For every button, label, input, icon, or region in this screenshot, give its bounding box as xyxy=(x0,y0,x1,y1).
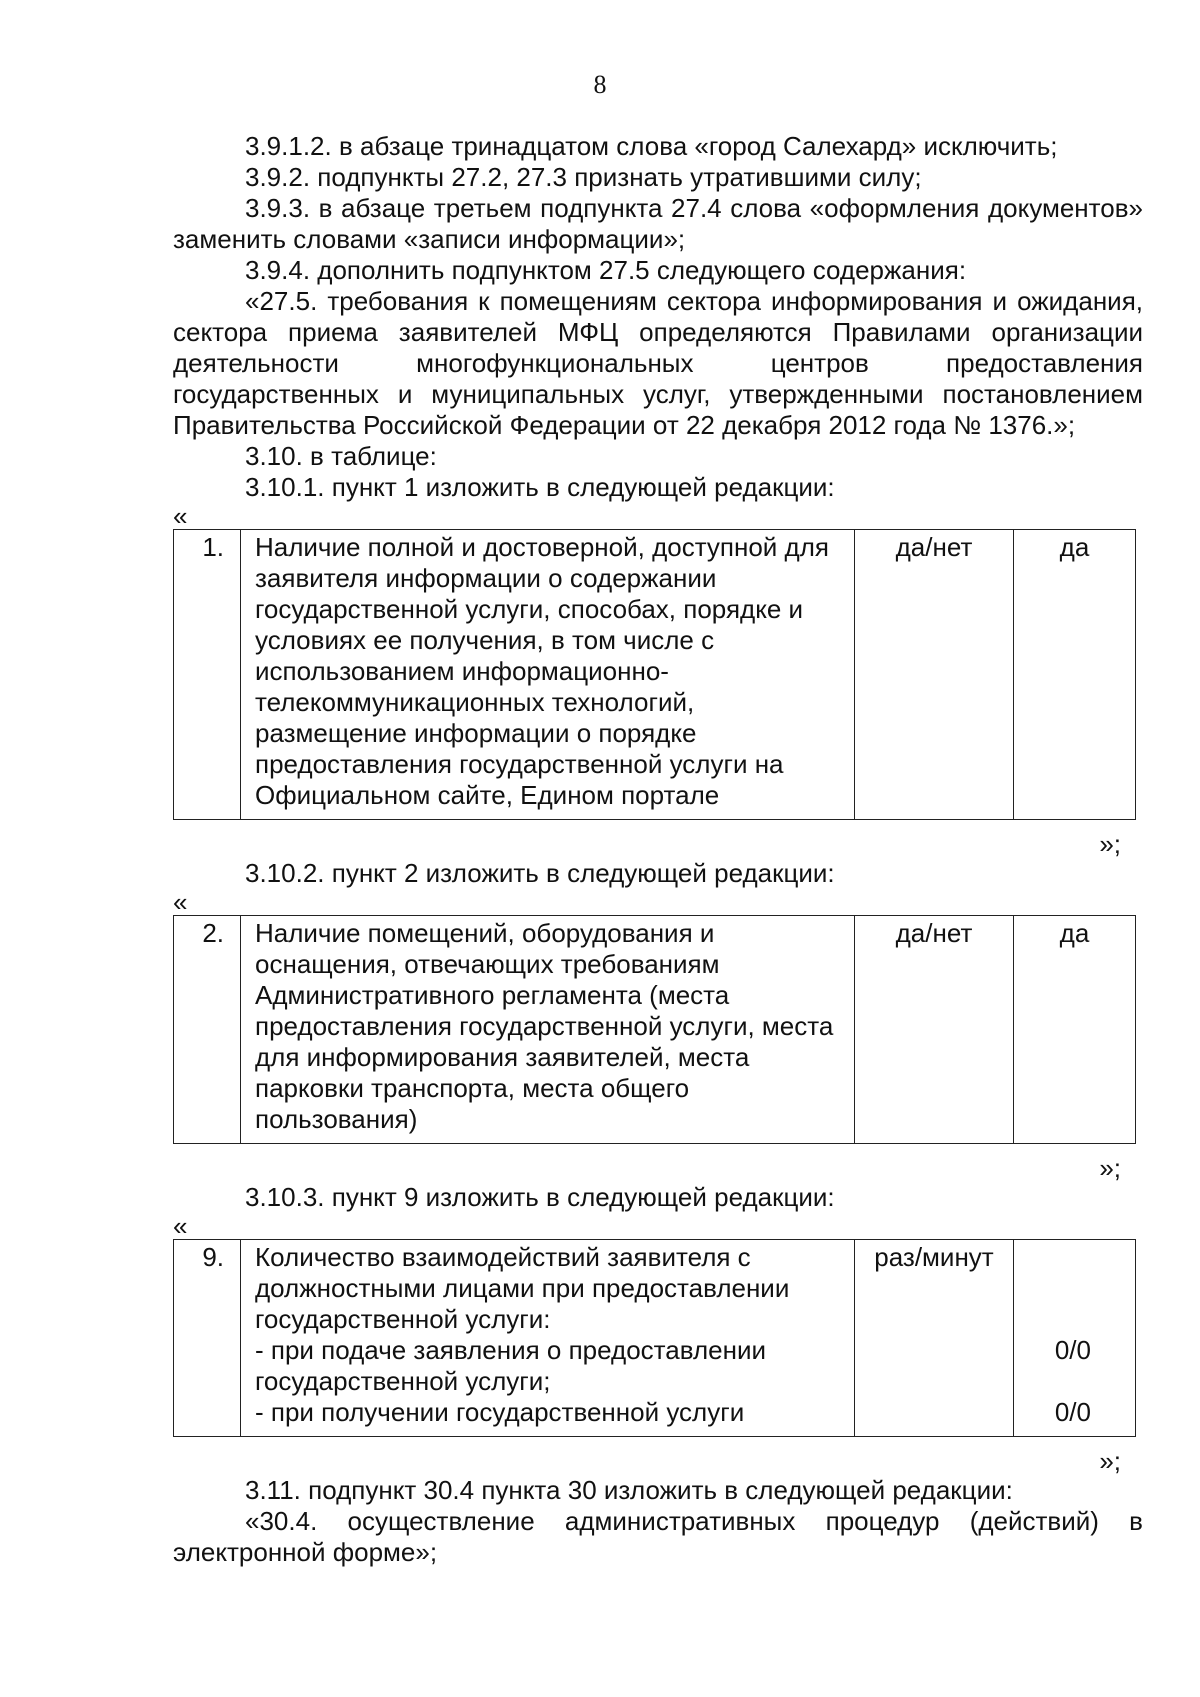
paragraph-3-11: 3.11. подпункт 30.4 пункта 30 изложить в следующей редакции: xyxy=(245,1475,1013,1505)
value-submission: 0/0 xyxy=(1054,1335,1091,1365)
table-item-9 xyxy=(173,1239,1136,1437)
table-row xyxy=(174,916,1136,1144)
paragraph-3-10: 3.10. в таблице: xyxy=(245,441,437,471)
document-body xyxy=(173,131,1143,1568)
table-cell-value xyxy=(1014,1240,1136,1437)
table-cell-number: 1. xyxy=(174,530,241,820)
paragraph-3-10-3: 3.10.3. пункт 9 изложить в следующей редакции: xyxy=(245,1182,835,1212)
close-quote: »; xyxy=(1099,829,1121,859)
paragraph-30-4: «30.4. осуществление административных процедур (действий) в электронной форме»; xyxy=(173,1506,1143,1567)
table-cell-unit: раз/минут xyxy=(855,1240,1014,1437)
table-cell-number: 2. xyxy=(174,916,241,1144)
close-quote: »; xyxy=(1099,1446,1121,1476)
value-receipt: 0/0 xyxy=(1054,1397,1091,1427)
open-quote: « xyxy=(173,501,188,531)
open-quote: « xyxy=(173,1211,188,1241)
table-cell-value: да xyxy=(1014,916,1136,1144)
table-item-2 xyxy=(173,915,1136,1144)
paragraph-3-9-3: 3.9.3. в абзаце третьем подпункта 27.4 слова «оформления документов» заменить словами «записи информации»; xyxy=(173,193,1143,254)
description-item-submission: - при подаче заявления о предоставлении государственной услуги; xyxy=(255,1335,766,1396)
table-row xyxy=(174,1240,1136,1437)
table-cell-description xyxy=(241,1240,855,1437)
table-cell-description: Наличие помещений, оборудования и оснащения, отвечающих требованиям Административного регламента (места предоставления государственной услуги, места для информирования заявителей, места парковки транспорта, места общего пользования) xyxy=(241,916,855,1144)
table-cell-value: да xyxy=(1014,530,1136,820)
paragraph-27-5: «27.5. требования к помещениям сектора информирования и ожидания, сектора приема заявителей МФЦ определяются Правилами организации деятельности многофункциональных центров предоставления государственных и муниципальных услуг, утвержденными постановлением Правительства Российской Федерации от 22 декабря 2012 года № 1376.»; xyxy=(173,286,1143,440)
table-row xyxy=(174,530,1136,820)
description-item-receipt: - при получении государственной услуги xyxy=(255,1397,745,1427)
paragraph-3-10-2: 3.10.2. пункт 2 изложить в следующей редакции: xyxy=(245,858,835,888)
table-cell-unit: да/нет xyxy=(855,530,1014,820)
paragraph-3-10-1: 3.10.1. пункт 1 изложить в следующей редакции: xyxy=(245,472,835,502)
table-cell-unit: да/нет xyxy=(855,916,1014,1144)
paragraph-3-9-4: 3.9.4. дополнить подпунктом 27.5 следующего содержания: xyxy=(245,255,967,285)
close-quote: »; xyxy=(1099,1153,1121,1183)
paragraph-3-9-2: 3.9.2. подпункты 27.2, 27.3 признать утратившими силу; xyxy=(245,162,922,192)
open-quote: « xyxy=(173,887,188,917)
paragraph-3-9-1-2: 3.9.1.2. в абзаце тринадцатом слова «город Салехард» исключить; xyxy=(245,131,1058,161)
table-item-1 xyxy=(173,529,1136,820)
page-number: 8 xyxy=(593,70,607,99)
table-cell-description: Наличие полной и достоверной, доступной для заявителя информации о содержании государственной услуги, способах, порядке и условиях ее получения, в том числе с использованием информационно-телекоммуникационных технологий, размещение информации о порядке предоставления государственной услуги на Официальном сайте, Едином портале xyxy=(241,530,855,820)
table-cell-number: 9. xyxy=(174,1240,241,1437)
description-intro: Количество взаимодействий заявителя с должностными лицами при предоставлении государственной услуги: xyxy=(255,1242,790,1334)
